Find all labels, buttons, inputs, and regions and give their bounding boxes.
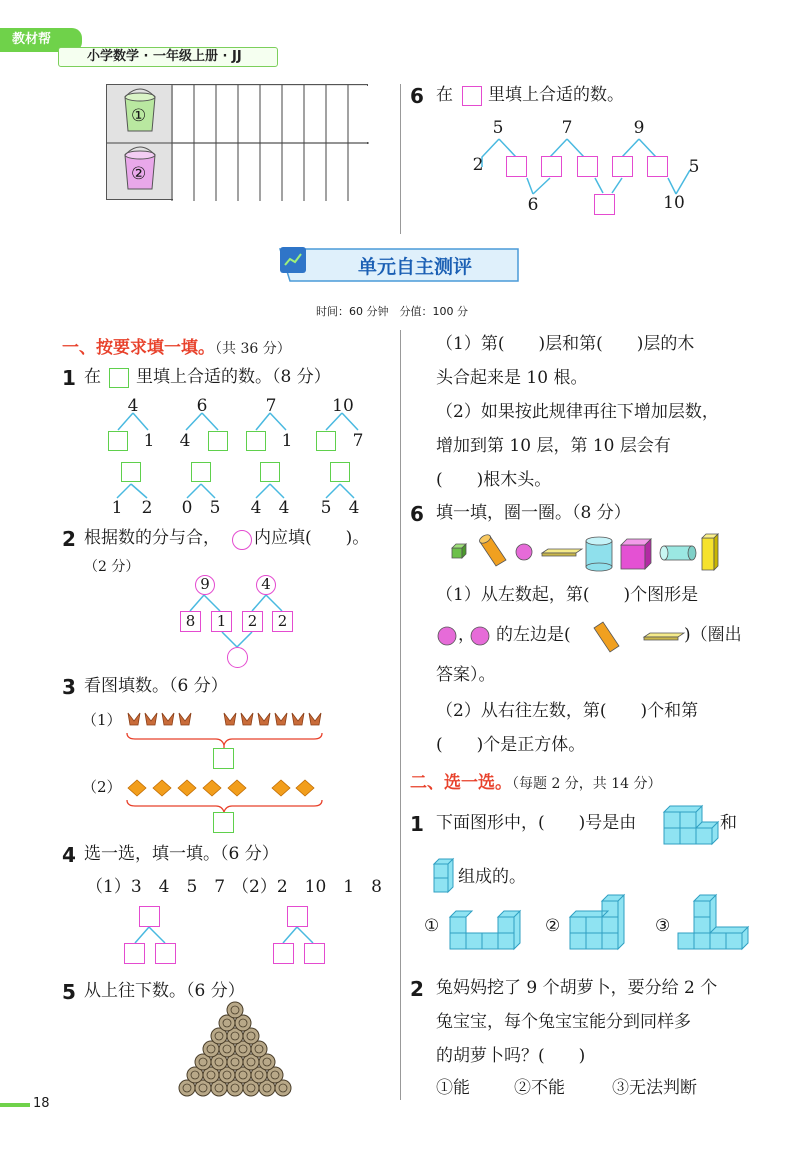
q6-sub2-line2: ( )个是正方体。 — [436, 735, 586, 755]
q1-right-4: 7 — [352, 431, 364, 451]
q2-number: 2 — [62, 527, 76, 551]
log-end — [227, 1002, 243, 1018]
q1-bottom: 2 — [141, 498, 153, 518]
chain-right: 5 — [688, 157, 700, 177]
q6-sub1-circle-answer: )（圈出 — [684, 625, 742, 645]
s2-q2-option-2[interactable]: ②不能 — [514, 1078, 565, 1098]
q1-top-2: 6 — [196, 396, 208, 416]
unit-test-title: 单元自主测评 — [357, 256, 472, 278]
q6-sub1-text: 的左边是( — [496, 625, 571, 645]
q3-number: 3 — [62, 675, 76, 699]
q6-sub1-line3: 答案）。 — [436, 665, 496, 685]
q5-sub1-line2: 头合起来是 10 根。 — [436, 368, 588, 388]
box-number: 2 — [272, 611, 293, 632]
s2-q2-line1: 兔妈妈挖了 9 个胡萝卜，要分给 2 个 — [436, 978, 718, 998]
section-title-2: 二、选一选。（每题 2 分，共 14 分） — [410, 773, 662, 793]
box-number: 2 — [242, 611, 263, 632]
q5-sub1-line1: （1）第( )层和第( )层的木 — [436, 334, 695, 354]
q2-points: （2 分） — [84, 559, 140, 575]
q4-number: 4 — [62, 843, 76, 867]
question-number: 6 — [410, 84, 424, 108]
circle-number: 9 — [195, 575, 215, 595]
s2-q2-option-1[interactable]: ①能 — [436, 1078, 470, 1098]
time-score: 时间：60 分钟 分值：100 分 — [316, 305, 468, 318]
row-label-1: ① — [131, 106, 147, 126]
q2-text: 根据数的分与合， — [84, 528, 220, 548]
question-text-b: 里填上合适的数。 — [488, 85, 624, 105]
q4-part1: （1）3 4 5 7 — [86, 877, 226, 897]
chain-top-1: 5 — [492, 118, 504, 138]
q1-bottom: 5 — [320, 498, 332, 518]
q1-bottom: 4 — [348, 498, 360, 518]
s2-q1-option-2[interactable]: ② — [545, 916, 561, 936]
s2-q1-option-1[interactable]: ① — [424, 916, 440, 936]
chain-bottom-1: 6 — [527, 195, 539, 215]
q1-top-3: 7 — [265, 396, 277, 416]
row-label-2: ② — [131, 164, 147, 184]
q6-text: 填一填，圈一圈。（8 分） — [436, 503, 631, 523]
q1-right-1: 1 — [143, 431, 155, 451]
header-tab: 教材帮 — [0, 28, 82, 52]
chain-top-3: 9 — [633, 118, 645, 138]
box-number: 8 — [180, 611, 201, 632]
q1-bottom: 1 — [111, 498, 123, 518]
section-title-1: 一、按要求填一填。（共 36 分） — [62, 338, 291, 358]
q6-sub2-line1: （2）从右往左数，第( )个和第 — [436, 701, 699, 721]
q3-label-2: （2） — [82, 778, 122, 796]
q1-text-b: 里填上合适的数。（8 分） — [136, 367, 331, 387]
q6-number: 6 — [410, 502, 424, 526]
q6-sub1-line1: （1）从左数起，第( )个图形是 — [436, 585, 699, 605]
circle-number: 4 — [256, 575, 276, 595]
s2-q2-line3: 的胡萝卜吗？( ) — [436, 1046, 586, 1066]
q5-sub2-line3: ( )根木头。 — [436, 470, 552, 490]
q4-text: 选一选，填一填。（6 分） — [84, 844, 279, 864]
q3-label-1: （1） — [82, 711, 122, 729]
s2-q1-option-3[interactable]: ③ — [655, 916, 671, 936]
q1-bottom: 4 — [250, 498, 262, 518]
q5-number: 5 — [62, 980, 76, 1004]
q1-top-4: 10 — [332, 396, 354, 416]
s2-q2-option-3[interactable]: ③无法判断 — [612, 1078, 697, 1098]
s2-q1-number: 1 — [410, 812, 424, 836]
s2-q1-text-b: 和 — [720, 813, 737, 833]
s2-q1-text-c: 组成的。 — [458, 867, 526, 887]
question-text: 在 — [436, 85, 453, 105]
q1-bottom: 5 — [209, 498, 221, 518]
q2-text-b: 内应填( )。 — [254, 528, 370, 548]
chain-left: 2 — [472, 155, 484, 175]
page-number-bar — [0, 1103, 30, 1107]
s2-q1-text-a: 下面图形中，( )号是由 — [436, 813, 637, 833]
q1-top-1: 4 — [127, 396, 139, 416]
page-number: 18 — [33, 1096, 50, 1111]
chain-bottom-2: 10 — [663, 193, 685, 213]
q5-sub2-line1: （2）如果按此规律再往下增加层数， — [436, 402, 719, 422]
s2-q2-number: 2 — [410, 977, 424, 1001]
course-title: 小学数学 · 一年级上册 · JJ — [58, 47, 278, 67]
q6-sub1-comma: ， — [458, 625, 475, 645]
q3-text: 看图填数。（6 分） — [84, 676, 228, 696]
q1-right-3: 1 — [281, 431, 293, 451]
q5-sub2-line2: 增加到第 10 层，第 10 层会有 — [436, 436, 671, 456]
q4-part2: （2）2 10 1 8 — [232, 877, 382, 897]
box-number: 1 — [211, 611, 232, 632]
q1-bottom: 0 — [181, 498, 193, 518]
chain-top-2: 7 — [561, 118, 573, 138]
q1-text-a: 在 — [84, 367, 101, 387]
q1-bottom: 4 — [278, 498, 290, 518]
q1-right-2: 4 — [179, 431, 191, 451]
s2-q2-line2: 兔宝宝，每个兔宝宝能分到同样多 — [436, 1012, 691, 1032]
q5-text: 从上往下数。（6 分） — [84, 981, 245, 1001]
q1-number: 1 — [62, 366, 76, 390]
